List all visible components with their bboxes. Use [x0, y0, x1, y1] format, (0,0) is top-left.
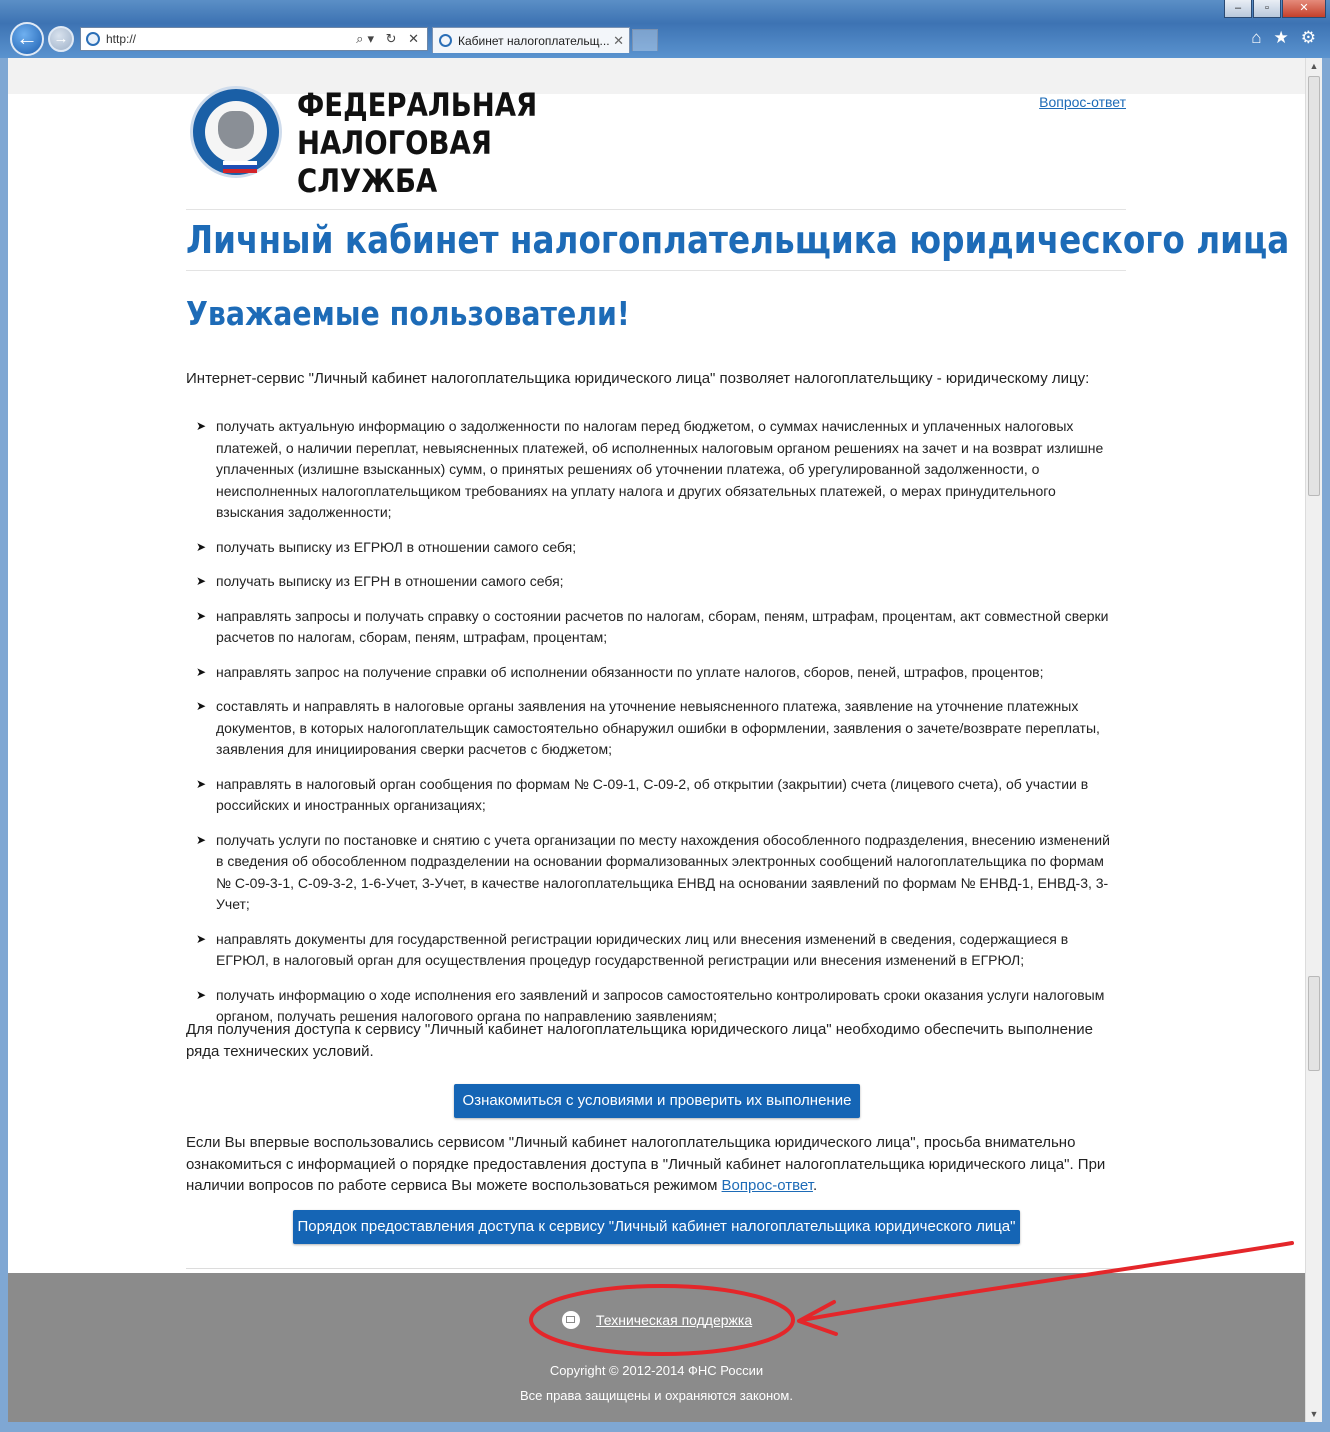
- minimize-button[interactable]: –: [1224, 0, 1252, 18]
- window-frame-right: [1322, 58, 1330, 1432]
- list-item: ➤ получать актуальную информацию о задолженности по налогам перед бюджетом, о суммах начисленных и уплаченных налоговых платежей, о наличии переплат, невыясненных платежей, об исполненных налоговым органом решениях на зачет и на возврат излишне уплаченных (излишне взысканных) сумм, о принятых решениях об уточнении платежа, об урегулированной задолженности, о неисполненных налогоплательщиком требованиях на уплату налога и других обязательных платежей, о мерах принудительного взыскания задолженности;: [196, 418, 1104, 520]
- address-tools-icons[interactable]: ⌕▾ ↻ ✕: [356, 31, 423, 46]
- scroll-up-icon[interactable]: ▲: [1309, 61, 1319, 71]
- faq-link-inline[interactable]: Вопрос-ответ: [721, 1177, 813, 1194]
- copyright-text: Copyright © 2012-2014 ФНС России: [549, 1363, 764, 1378]
- list-item: ➤ направлять документы для государственной регистрации юридических лиц или внесения изменений в сведения, содержащиеся в ЕГРЮЛ, в налоговый орган для осуществления процедур государственной регистрации или внесения изменений в ЕГРЮЛ;: [196, 930, 1069, 968]
- settings-gear-icon[interactable]: ⚙: [1300, 28, 1316, 47]
- browser-chrome: [0, 0, 1330, 58]
- bullet-arrow-icon: ➤: [196, 664, 207, 679]
- tech-support-link[interactable]: [562, 1311, 752, 1329]
- home-icon[interactable]: ⌂: [1251, 28, 1262, 47]
- bullet-arrow-icon: ➤: [196, 419, 207, 433]
- divider: [186, 209, 1126, 210]
- page-viewport: [8, 58, 1305, 1422]
- intro-text: Интернет-сервис "Личный кабинет налогоплательщика юридического лица" позволяет налогоплательщику - юридическому лицу:: [186, 370, 1090, 387]
- top-strip: [8, 58, 1305, 94]
- check-conditions-button[interactable]: Ознакомиться с условиями и проверить их выполнение: [454, 1084, 860, 1118]
- faq-link-top[interactable]: Вопрос-ответ: [1039, 94, 1126, 110]
- tab-title: Кабинет налогоплательщ...: [458, 33, 610, 48]
- flag-ribbon-icon: [223, 161, 257, 173]
- list-item: ➤ получать информацию о ходе исполнения его заявлений и запросов самостоятельно контролировать сроки оказания услуги налоговым органом, получать решения налогового органа по направлению заявлениям;: [196, 986, 1105, 1024]
- bullet-arrow-icon: ➤: [196, 699, 207, 713]
- org-name[interactable]: ФЕДЕРАЛЬНАЯ НАЛОГОВАЯ СЛУЖБА: [297, 86, 538, 200]
- page-title: Личный кабинет налогоплательщика юридического лица: [186, 218, 1290, 262]
- list-item: ➤ составлять и направлять в налоговые органы заявления на уточнение невыясненного платежа, заявление на уточнение платежных документов, в которых налогоплательщик самостоятельно обнаружил ошибки в оформлении, заявления о зачете/возврате переплаты, заявления для инициирования сверки расчетов с бюджетом;: [196, 698, 1100, 757]
- bullet-arrow-icon: ➤: [196, 574, 207, 588]
- eagle-emblem-icon: [218, 111, 254, 149]
- scroll-down-icon[interactable]: ▼: [1309, 1409, 1319, 1419]
- scroll-thumb-upper[interactable]: [1308, 76, 1320, 496]
- window-controls: [1223, 0, 1326, 18]
- address-url[interactable]: http://: [106, 32, 137, 46]
- divider: [186, 270, 1126, 271]
- divider: [186, 1268, 1126, 1269]
- tech-support-label[interactable]: Техническая поддержка: [596, 1312, 753, 1328]
- list-item: ➤ направлять запросы и получать справку о состоянии расчетов по налогам, сборам, пеням, штрафам, процентам, акт совместной сверки расчетов по налогам, сборам, пеням, штрафам, процентам;: [196, 607, 1109, 645]
- site-favicon-icon: [86, 32, 100, 46]
- maximize-button[interactable]: ▫: [1253, 0, 1281, 18]
- access-conditions-text: Для получения доступа к сервису "Личный кабинет налогоплательщика юридического лица" необходимо обеспечить выполнение ряда технических условий.: [186, 1021, 1094, 1060]
- list-item: ➤ направлять запрос на получение справки об исполнении обязанности по уплате налогов, сборов, пеней, штрафов, процентов;: [196, 662, 1116, 684]
- list-item: ➤ получать выписку из ЕГРН в отношении самого себя;: [196, 571, 1116, 593]
- bullet-arrow-icon: ➤: [196, 931, 207, 946]
- window-frame-bottom: [0, 1422, 1330, 1432]
- toolbar-icons: [1251, 28, 1316, 48]
- scroll-thumb[interactable]: [1308, 976, 1320, 1071]
- bullet-arrow-icon: ➤: [196, 987, 207, 1002]
- bullet-arrow-icon: ➤: [196, 539, 207, 554]
- new-tab-button[interactable]: [632, 29, 658, 51]
- feature-list: [196, 416, 1116, 1041]
- window-frame-left: [0, 58, 8, 1422]
- fns-logo[interactable]: [190, 86, 282, 178]
- first-time-text: Если Вы впервые воспользовались сервисом "Личный кабинет налогоплательщика юридического лица", просьба внимательно ознакомиться с информацией о порядке предоставления доступа в "Личный кабинет налогоплательщика юридического лица". При наличии вопросов по работе сервиса Вы можете воспользоваться режимом Вопрос-ответ.: [186, 1134, 1106, 1194]
- close-window-button[interactable]: ✕: [1282, 0, 1326, 18]
- bullet-arrow-icon: ➤: [196, 832, 207, 847]
- back-button[interactable]: ←: [10, 22, 44, 56]
- list-item: ➤ направлять в налоговый орган сообщения по формам № С-09-1, С-09-2, об открытии (закрытии) счета (лицевого счета), об участии в российских и иностранных организациях;: [196, 775, 1089, 813]
- vertical-scrollbar[interactable]: [1305, 58, 1322, 1422]
- greeting-heading: Уважаемые пользователи!: [186, 294, 630, 333]
- rights-text: Все права защищены и охраняются законом.: [520, 1388, 793, 1403]
- address-bar[interactable]: [80, 27, 428, 51]
- tab-active[interactable]: [432, 27, 630, 53]
- access-order-button[interactable]: Порядок предоставления доступа к сервису "Личный кабинет налогоплательщика юридического лица": [293, 1210, 1020, 1244]
- bullet-arrow-icon: ➤: [196, 608, 207, 623]
- tab-favicon-icon: [439, 34, 452, 47]
- tab-close-icon[interactable]: ✕: [613, 32, 624, 48]
- forward-button[interactable]: →: [48, 26, 74, 52]
- mail-icon: [562, 1311, 580, 1329]
- favorites-star-icon[interactable]: ★: [1273, 28, 1289, 47]
- bullet-arrow-icon: ➤: [196, 776, 207, 791]
- list-item: ➤ получать услуги по постановке и снятию с учета организации по месту нахождения обособленного подразделения, внесению изменений в сведения об обособленном подразделении на основании формализованных электронных сообщений налогоплательщика по формам № С-09-3-1, С-09-3-2, 1-6-Учет, 3-Учет, в качестве налогоплательщика ЕНВД на основании заявлений по формам № ЕНВД-1, ЕНВД-3, 3-Учет;: [196, 831, 1110, 912]
- list-item: ➤ получать выписку из ЕГРЮЛ в отношении самого себя;: [196, 537, 1116, 559]
